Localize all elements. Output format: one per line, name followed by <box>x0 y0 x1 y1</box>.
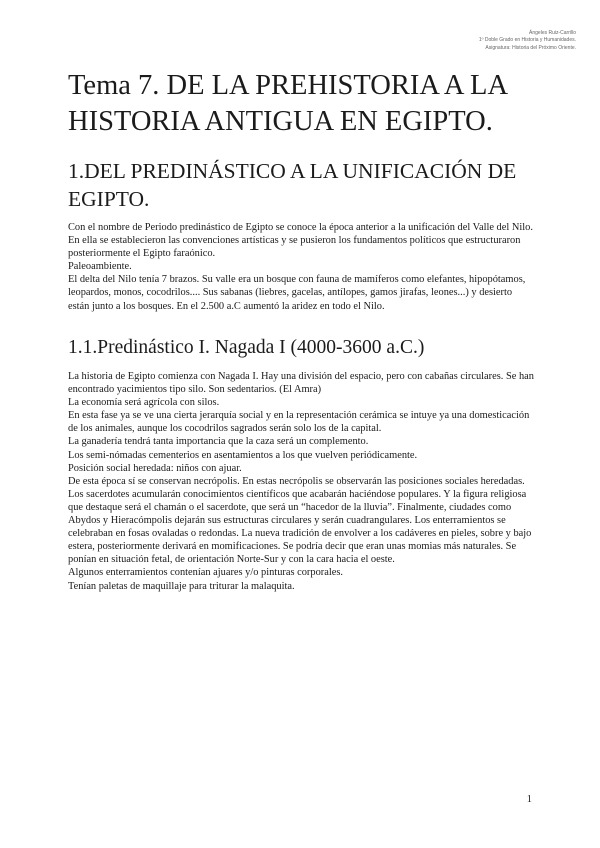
section-1-heading-line-1: 1.DEL PREDINÁSTICO A LA UNIFICACIÓN DE <box>68 159 517 183</box>
paragraph: La ganadería tendrá tanta importancia que la caza será un complemento. <box>68 436 369 448</box>
section-1-heading <box>68 157 548 213</box>
header-author-block <box>479 30 576 52</box>
paragraph: La historia de Egipto comienza con Nagada I. Hay una división del espacio, pero con cabañas circulares. Se han encontrado yacimientos tipo silo. Son sedentarios. (El Amra) <box>68 371 534 396</box>
paragraph: Tenían paletas de maquillaje para triturar la malaquita. <box>68 580 295 592</box>
section-1-heading-line-2: EGIPTO. <box>68 187 150 211</box>
paragraph: Algunos enterramientos contenían ajuares y/o pinturas corporales. <box>68 567 343 579</box>
subsection-1-1-body <box>68 370 536 593</box>
header-course-line: Asignatura: Historia del Próximo Oriente. <box>485 44 576 51</box>
header-author-name: Ángeles Ruiz-Carrillo <box>529 30 576 36</box>
subsection-1-1-heading: 1.1.Predinástico I. Nagada I (4000-3600 a.C.) <box>68 337 425 358</box>
page-number: 1 <box>526 794 532 805</box>
paragraph: En esta fase ya se ve una cierta jerarquía social y en la representación cerámica se intuye ya una domesticación de los animales, aunque los cocodrilos sagrados serán solo los de la capital. <box>68 410 530 435</box>
document-title-line-1: Tema 7. DE LA PREHISTORIA A LA <box>68 70 509 101</box>
paragraph: Con el nombre de Periodo predinástico de Egipto se conoce la época anterior a la unificación del Valle del Nilo. En ella se establecieron las convenciones artísticas y se pusieron los fundamentos políticos que estructuraron posteriormente el Egipto faraónico. <box>68 222 533 260</box>
paragraph: Los sacerdotes acumularán conocimientos científicos que acabarán haciéndose populares. Y la figura religiosa que destaque será el chamán o el sacerdote, que será un “hacedor de la lluvia”. Finalmente, ciudades como Abydos y Hieracómpolis dejarán sus estructuras circulares y serán cuadrangulares. Los enterramientos se celebraban en fosas ovaladas o redondas. La nueva tradición de envolver a los cadáveres en pieles, sobre y bajo estera, posteriormente derivará en momificaciones. Se podría decir que eran unas momias más naturales. Se ponían en situación fetal, de orientación Norte-Sur y con la cara hacia el oeste. <box>68 488 532 566</box>
paragraph: La economía será agrícola con silos. <box>68 397 220 409</box>
paragraph: Los semi-nómadas cementerios en asentamientos a los que vuelven periódicamente. <box>68 449 418 461</box>
document-title <box>68 68 548 139</box>
paragraph: De esta época sí se conservan necrópolis. En estas necrópolis se observarán las posiciones sociales heredadas. <box>68 475 525 487</box>
paragraph: Paleoambiente. <box>68 261 132 273</box>
document-title-line-2: HISTORIA ANTIGUA EN EGIPTO. <box>68 105 493 137</box>
paragraph: El delta del Nilo tenía 7 brazos. Su valle era un bosque con fauna de mamíferos como elefantes, hipopótamos, leopardos, monos, cocodrilos.... Sus sabanas (liebres, gacelas, antílopes, gamos jirafas, leones...) y desierto están junto a los bosques. En el 2.500 a.C aumentó la aridez en todo el Nilo. <box>68 274 526 312</box>
section-1-body <box>68 221 536 313</box>
header-degree-line: 1º Doble Grado en Historia y Humanidades. <box>478 37 576 44</box>
paragraph: Posición social heredada: niños con ajuar. <box>68 462 242 474</box>
